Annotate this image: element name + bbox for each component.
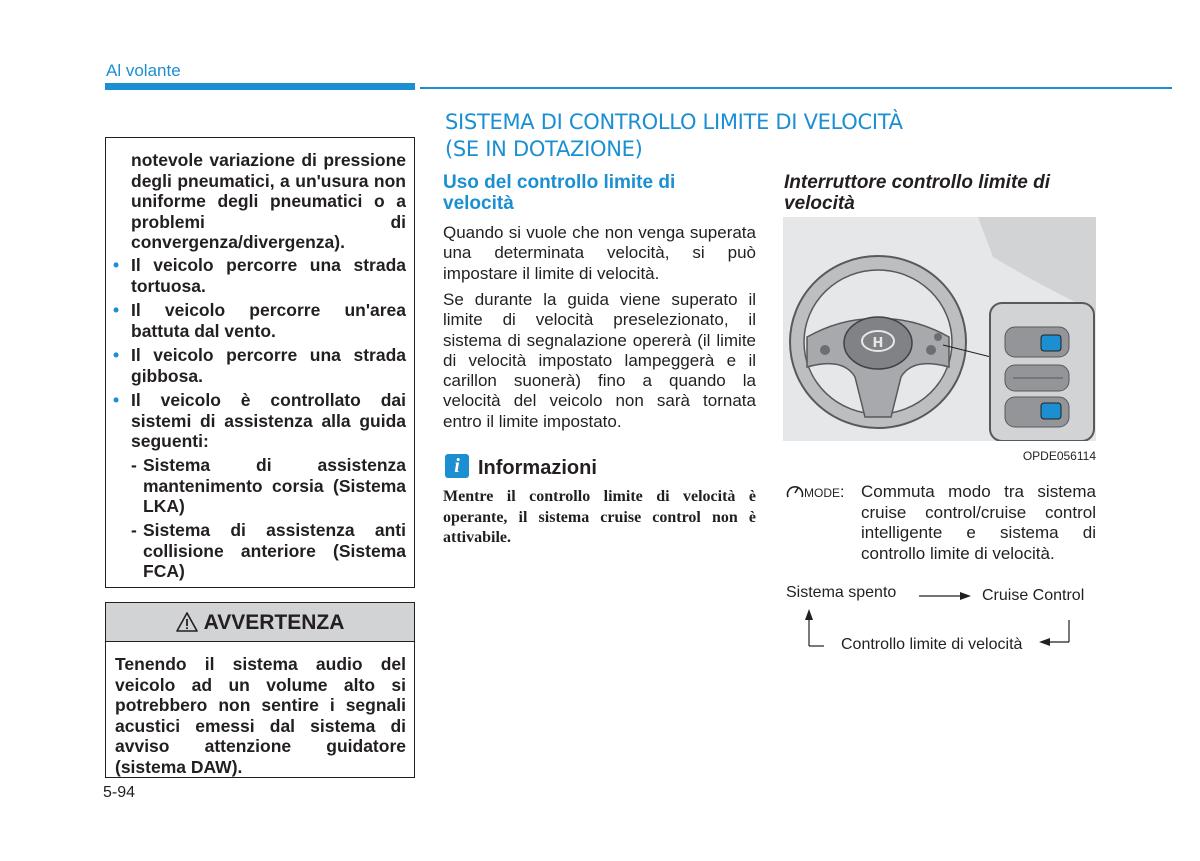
figure-code: OPDE056114 (1022, 449, 1096, 463)
bullet-item: • Il veicolo percorre un'area battuta dal vento. (113, 300, 406, 341)
mode-button-label: MODE: (786, 484, 844, 502)
body-paragraph: Se durante la guida viene superato il limite di velocità preselezionato, il sistema di segnalazione opererà (il limite di velocità impostato lampeggerà e il carillon suonerà) fino a quando la velocità del veicolo non sarà tornata entro il limite impostato. (443, 290, 756, 431)
svg-text:H: H (872, 336, 884, 351)
info-text: Mentre il controllo limite di velocità è operante, il sistema cruise control non è attivabile. (443, 488, 756, 546)
section-title: SISTEMA DI CONTROLLO LIMITE DI VELOCITÀ (445, 110, 903, 134)
running-header: Al volante (106, 61, 181, 80)
flow-state-off: Sistema spento (786, 584, 897, 601)
warning-text: Tenendo il sistema audio del veicolo ad un volume alto si potrebbero non sentire i segnali acustici emessi dal sistema di avviso attenzione guidatore (sistema DAW). (115, 654, 406, 777)
speedometer-icon (786, 484, 804, 500)
info-icon: i (445, 454, 469, 478)
bullet-dot-icon: • (113, 345, 120, 365)
flow-state-cruise: Cruise Control (982, 587, 1085, 604)
bullet-item: • Il veicolo percorre una strada tortuosa. (113, 255, 406, 296)
sub-list-item: - Sistema di assistenza mantenimento corsia (Sistema LKA) (131, 455, 406, 516)
switch-subtitle: Interruttore controllo limite di velocità (784, 172, 1051, 214)
steering-wheel-illustration (783, 217, 1096, 441)
bullet-dot-icon: • (113, 255, 120, 275)
header-rule-thin (420, 87, 1172, 89)
section-title-line2: (SE IN DOTAZIONE) (445, 137, 643, 161)
body-paragraph: Quando si vuole che non venga superata una determinata velocità, si può impostare il limite di velocità. (443, 223, 756, 283)
subsection-title: Uso del controllo limite di velocità (443, 172, 676, 214)
bullet-item: • Il veicolo è controllato dai sistemi di assistenza alla guida seguenti: (113, 390, 406, 451)
bullet-dot-icon: • (113, 300, 120, 320)
bullet-dot-icon: • (113, 390, 120, 410)
continuation-paragraph: notevole variazione di pressione degli pneumatici, a un'usura non uniforme degli pneumatici o a problemi di convergenza/divergenza). (131, 150, 406, 252)
page-number: 5-94 (103, 784, 136, 801)
info-title: Informazioni (478, 457, 597, 479)
warning-title: AVVERTENZA (106, 611, 414, 635)
steering-wheel-icon (783, 217, 1096, 441)
sub-list-item: - Sistema di assistenza anti collisione anteriore (Sistema FCA) (131, 520, 406, 581)
flow-arrows (780, 580, 1100, 660)
flow-state-limit: Controllo limite di velocità (841, 636, 1023, 653)
warning-triangle-icon (176, 612, 198, 632)
header-rule-thick (105, 83, 415, 90)
bullet-item: • Il veicolo percorre una strada gibbosa. (113, 345, 406, 386)
mode-description: Commuta modo tra sistema cruise control/cruise control intelligente e sistema di controllo limite di velocità. (861, 482, 1096, 563)
